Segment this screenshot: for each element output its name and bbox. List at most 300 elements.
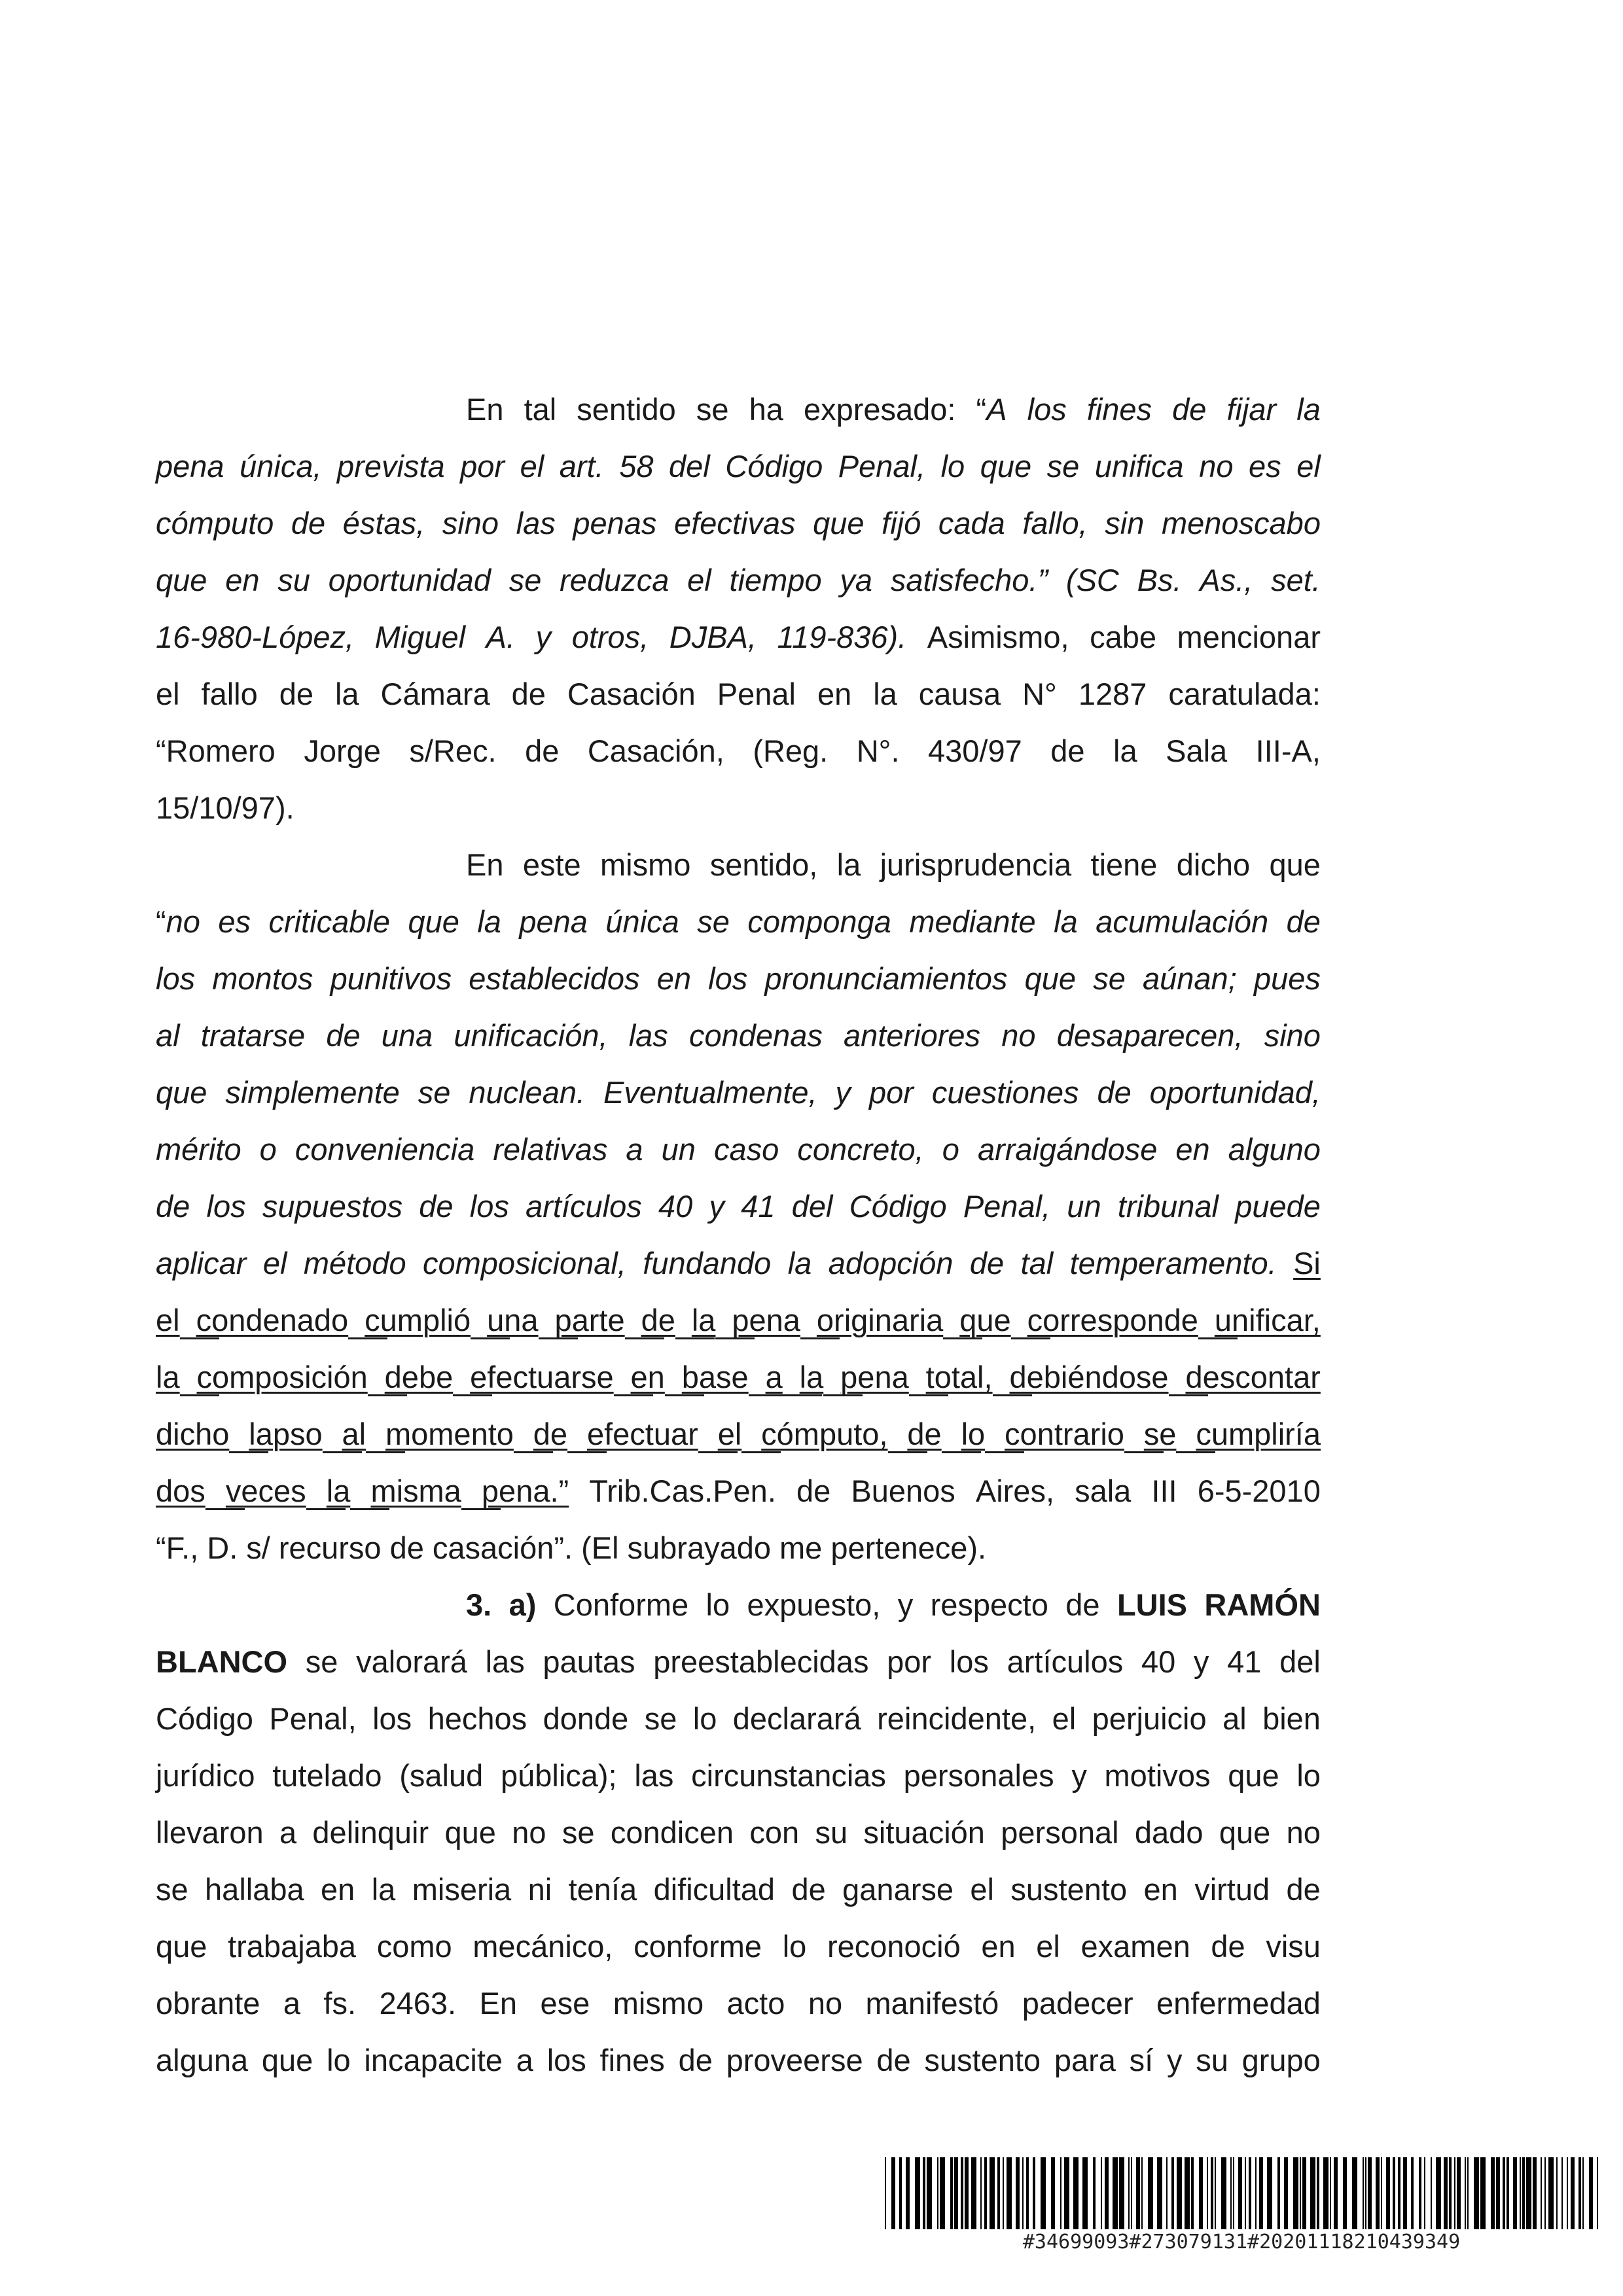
word: la	[1296, 392, 1321, 427]
barcode-bar	[1381, 2157, 1382, 2229]
barcode-bar	[1060, 2157, 1061, 2229]
word: tratarse	[200, 1018, 306, 1053]
word: adopción	[828, 1246, 954, 1280]
barcode-bar	[1177, 2157, 1182, 2229]
word: 15/10/97).	[156, 790, 294, 825]
text-line	[156, 1405, 1321, 1462]
word: en	[656, 961, 691, 996]
word: que	[156, 1075, 207, 1110]
word: jurídico	[156, 1758, 255, 1793]
word: a	[626, 1132, 643, 1167]
word: relativas	[493, 1132, 608, 1167]
word: D.	[207, 1530, 238, 1565]
word: unifica	[1094, 449, 1184, 484]
barcode-bar	[1211, 2157, 1213, 2229]
word: caso	[714, 1132, 779, 1167]
text-line	[156, 1007, 1321, 1064]
word: única	[605, 904, 679, 939]
barcode-bar	[1457, 2157, 1461, 2229]
word: efectuar	[587, 1405, 698, 1462]
barcode-bar	[1310, 2157, 1315, 2229]
word: y	[835, 1075, 851, 1110]
word: 119-836).	[777, 620, 907, 654]
text-line	[156, 1349, 1321, 1405]
word: enfermedad	[1156, 1986, 1321, 2021]
word: establecidos	[469, 961, 640, 996]
word: composición	[197, 1349, 368, 1405]
word: la	[787, 1246, 812, 1280]
word: Conforme	[553, 1587, 689, 1622]
word: condicen	[610, 1815, 734, 1850]
word: de	[1065, 1587, 1100, 1622]
word: preestablecidas	[653, 1644, 869, 1679]
word: mismo	[613, 1986, 704, 2021]
text-line	[156, 1121, 1321, 1178]
word: delinquir	[312, 1815, 429, 1850]
word: tiene	[1090, 847, 1158, 882]
word: tiempo	[729, 563, 822, 597]
barcode-bar	[990, 2157, 995, 2229]
word: LUIS	[1116, 1587, 1188, 1622]
word: ganarse	[842, 1872, 954, 1907]
barcode-bar	[1544, 2157, 1546, 2229]
word: acto	[726, 1986, 785, 2021]
word: donde	[543, 1701, 629, 1736]
word: En	[479, 1986, 518, 2021]
barcode-bar	[971, 2157, 976, 2229]
barcode-bar	[1302, 2157, 1306, 2229]
word: N°	[1022, 677, 1057, 711]
word: dicho	[1176, 847, 1251, 882]
word: artículos	[526, 1189, 642, 1224]
word: su	[815, 1815, 848, 1850]
barcode-bar	[1199, 2157, 1203, 2229]
barcode-bar	[1403, 2157, 1407, 2229]
barcode-bar	[885, 2157, 886, 2229]
word: lo	[782, 1929, 807, 1964]
word: de	[525, 733, 560, 768]
word: total,	[926, 1349, 993, 1405]
word: que	[261, 2043, 313, 2077]
word: jurisprudencia	[880, 847, 1072, 882]
barcode-bar	[1317, 2157, 1319, 2229]
word: veces	[226, 1462, 306, 1519]
word: aúnan;	[1143, 961, 1237, 996]
word: tribunal	[1117, 1189, 1219, 1224]
word: a	[766, 1349, 783, 1405]
word: reincidente,	[877, 1701, 1037, 1736]
barcode-bar	[954, 2157, 958, 2229]
barcode-bar	[980, 2157, 982, 2229]
word: la	[692, 1292, 716, 1349]
word: 430/97	[928, 733, 1022, 768]
word: y	[535, 620, 552, 654]
barcode-bar	[1064, 2157, 1069, 2229]
word: recurso	[278, 1530, 382, 1565]
word: ha	[749, 392, 783, 427]
word: anteriores	[844, 1018, 981, 1053]
barcode-bar	[1507, 2157, 1509, 2229]
word: base	[682, 1349, 749, 1405]
word: ese	[540, 1986, 590, 2021]
word: artículos	[1007, 1644, 1124, 1679]
word: sentido,	[709, 847, 818, 882]
word: lo	[961, 1405, 986, 1462]
word: de	[641, 1292, 675, 1349]
word: fijar	[1226, 392, 1277, 427]
word: sin	[1105, 506, 1145, 540]
barcode-bar	[1491, 2157, 1495, 2229]
word: perjuicio	[1092, 1701, 1207, 1736]
barcode-bar	[915, 2157, 920, 2229]
word: bien	[1262, 1701, 1321, 1736]
word: casación”.	[432, 1530, 573, 1565]
word: de	[678, 2043, 713, 2077]
text-line	[156, 1633, 1321, 1690]
barcode-bar	[1082, 2157, 1088, 2229]
word: Casación	[567, 677, 696, 711]
word: que	[1228, 1758, 1279, 1793]
word: Penal,	[269, 1701, 357, 1736]
word: el	[970, 1872, 995, 1907]
word: (SC	[1065, 563, 1119, 597]
word: pena	[156, 449, 224, 484]
barcode-bar	[1259, 2157, 1263, 2229]
word: de	[326, 1018, 361, 1053]
barcode-bar	[965, 2157, 969, 2229]
word: fallo,	[1022, 506, 1088, 540]
text-line	[156, 609, 1321, 665]
word: que	[959, 1292, 1010, 1349]
text-line	[156, 1690, 1321, 1747]
barcode-bar	[961, 2157, 963, 2229]
barcode-bar	[1398, 2157, 1400, 2229]
barcode-bar	[1113, 2157, 1118, 2229]
barcode-bar	[1171, 2157, 1174, 2229]
word: al	[342, 1405, 366, 1462]
barcode-bar	[1467, 2157, 1469, 2229]
word: sustento	[924, 2043, 1041, 2077]
barcode-bar	[1323, 2157, 1329, 2229]
word: una	[381, 1018, 433, 1053]
barcode-bar	[1293, 2157, 1298, 2229]
barcode-bar	[1589, 2157, 1593, 2229]
barcode-bar	[1238, 2157, 1242, 2229]
word: y	[1166, 2043, 1183, 2077]
word: A.	[486, 620, 516, 654]
text-line	[156, 893, 1321, 950]
word: puede	[1235, 1189, 1321, 1224]
word: única,	[240, 449, 322, 484]
word: lo	[692, 1701, 717, 1736]
word: que	[156, 563, 207, 597]
word: Aires,	[975, 1474, 1054, 1508]
barcode-bar	[1449, 2157, 1452, 2229]
word: con	[749, 1815, 800, 1850]
barcode-bar	[1578, 2157, 1581, 2229]
barcode-bar	[1131, 2157, 1132, 2229]
word: III-A,	[1255, 733, 1321, 768]
word: cabe	[1090, 620, 1156, 654]
word: (Reg.	[753, 733, 829, 768]
barcode-bar	[1022, 2157, 1024, 2229]
word: condenas	[689, 1018, 823, 1053]
barcode-bar	[1041, 2157, 1046, 2229]
word: fs.	[323, 1986, 357, 2021]
text-line	[156, 495, 1321, 552]
word: las	[634, 1758, 674, 1793]
word: Penal,	[838, 449, 926, 484]
word: que	[1219, 1815, 1271, 1850]
barcode-bar	[1003, 2157, 1004, 2229]
word: expuesto,	[747, 1587, 881, 1622]
word: efectivas	[674, 506, 796, 540]
barcode-bar	[1191, 2157, 1194, 2229]
word: el	[1296, 449, 1321, 484]
word: como	[376, 1929, 452, 1964]
barcode-bar	[1368, 2157, 1372, 2229]
barcode-bar	[1496, 2157, 1500, 2229]
word: hallaba	[205, 1872, 304, 1907]
text-line	[156, 381, 1321, 438]
word: cuestiones	[931, 1075, 1079, 1110]
barcode-bar	[1215, 2157, 1216, 2229]
word: a	[516, 2043, 533, 2077]
word: de	[1211, 1929, 1245, 1964]
barcode-bar	[1526, 2157, 1531, 2229]
barcode-bar	[1245, 2157, 1246, 2229]
word: al	[1222, 1701, 1247, 1736]
word: los	[156, 961, 196, 996]
word: y	[1193, 1644, 1209, 1679]
barcode-bar	[1016, 2157, 1020, 2229]
word: los	[546, 2043, 586, 2077]
word: éstas,	[342, 506, 425, 540]
word: criticable	[268, 904, 390, 939]
word: se	[1144, 1405, 1177, 1462]
word: sala	[1075, 1474, 1132, 1508]
barcode-bar	[906, 2157, 910, 2229]
word: misma	[370, 1462, 461, 1519]
barcode-bar	[937, 2157, 938, 2229]
word: en	[1143, 1872, 1178, 1907]
text-line	[156, 438, 1321, 495]
word: los	[372, 1701, 412, 1736]
word: las	[485, 1644, 525, 1679]
word: que	[1024, 961, 1077, 996]
word: 41	[741, 1189, 776, 1224]
text-line	[156, 1576, 1321, 1633]
word: concreto,	[797, 1132, 924, 1167]
barcode-bar	[1567, 2157, 1568, 2229]
word: En	[466, 847, 504, 882]
word: tal	[1020, 1246, 1054, 1280]
barcode-bar	[923, 2157, 925, 2229]
word: pena	[519, 904, 588, 939]
body-text	[156, 381, 1321, 2089]
word: este	[522, 847, 581, 882]
word: padecer	[1022, 1986, 1133, 2021]
text-line	[156, 836, 1321, 893]
word: caratulada:	[1168, 677, 1321, 711]
word: de	[533, 1405, 567, 1462]
word: me	[779, 1530, 823, 1565]
word: alguna	[156, 2043, 249, 2077]
word: unificar,	[1214, 1303, 1321, 1337]
word: fines	[1086, 392, 1152, 427]
word: tutelado	[272, 1758, 382, 1793]
text-line	[156, 950, 1321, 1007]
word: y	[709, 1189, 724, 1224]
word: “no	[156, 904, 200, 939]
text-line	[156, 1747, 1321, 1804]
word: en	[321, 1872, 355, 1907]
text-line	[156, 1519, 1321, 1576]
barcode-bar	[1119, 2157, 1124, 2229]
barcode-bar	[1541, 2157, 1542, 2229]
barcode-bar	[1465, 2157, 1466, 2229]
word: Penal	[717, 677, 796, 711]
word: ni	[527, 1872, 552, 1907]
word: fundando	[643, 1246, 772, 1280]
word: sino	[1264, 1018, 1321, 1053]
word: 2463.	[379, 1986, 457, 2021]
word: sí	[1129, 2043, 1154, 2077]
word: Código	[156, 1701, 253, 1736]
barcode-bar	[1073, 2157, 1079, 2229]
word: examen	[1080, 1929, 1190, 1964]
word: pautas	[543, 1644, 635, 1679]
word: se	[562, 1815, 595, 1850]
word: de	[1050, 733, 1085, 768]
barcode-bar	[1267, 2157, 1272, 2229]
word: de	[1286, 1872, 1321, 1907]
barcode-bar	[1128, 2157, 1130, 2229]
barcode-bar	[1503, 2157, 1505, 2229]
barcode-bar	[1136, 2157, 1140, 2229]
word: no	[808, 1986, 843, 2021]
word: prevista	[337, 449, 445, 484]
barcode-bar	[1454, 2157, 1455, 2229]
word: (salud	[399, 1758, 484, 1793]
word: por	[887, 1644, 932, 1679]
word: penas	[573, 506, 657, 540]
word: personal	[1001, 1815, 1119, 1850]
word: menoscabo	[1161, 506, 1321, 540]
word: de	[156, 1189, 190, 1224]
word: obrante	[156, 1986, 260, 2021]
barcode-bar	[1141, 2157, 1143, 2229]
word: por	[460, 449, 505, 484]
text-line	[156, 2032, 1321, 2089]
text-line	[156, 1975, 1321, 2032]
word: “A	[976, 392, 1007, 427]
word: mismo	[600, 847, 691, 882]
barcode-bar	[1411, 2157, 1414, 2229]
word: se	[696, 392, 729, 427]
word: de	[791, 1872, 826, 1907]
word: Miguel	[374, 620, 466, 654]
word: 40	[658, 1189, 693, 1224]
word: Buenos	[851, 1474, 955, 1508]
word: efectuarse	[470, 1349, 613, 1405]
word: Cámara	[380, 677, 490, 711]
text-line	[156, 1064, 1321, 1121]
barcode-bar	[940, 2157, 945, 2229]
word: arraigándose	[977, 1132, 1158, 1167]
word: 6-5-2010	[1197, 1474, 1321, 1508]
word: tal	[524, 392, 557, 427]
barcode-bar	[1522, 2157, 1525, 2229]
word: cómputo	[156, 506, 274, 540]
word: fines	[599, 2043, 665, 2077]
barcode-bar	[927, 2157, 932, 2229]
word: dos	[156, 1462, 205, 1519]
word: mediante	[909, 904, 1036, 939]
word: debiéndose	[1009, 1349, 1168, 1405]
barcode-bar	[1101, 2157, 1102, 2229]
word: debe	[385, 1349, 454, 1405]
word: motivos	[1104, 1758, 1211, 1793]
word: el	[262, 1246, 287, 1280]
barcode-bar	[1556, 2157, 1558, 2229]
barcode-bar	[1233, 2157, 1234, 2229]
word: circunstancias	[691, 1758, 886, 1793]
word: unificación,	[454, 1018, 608, 1053]
barcode-bar	[1330, 2157, 1331, 2229]
barcode-bar	[1474, 2157, 1479, 2229]
word: los	[708, 961, 748, 996]
word: de	[876, 2043, 911, 2077]
word: aplicar	[156, 1246, 247, 1280]
word: “Romero	[156, 733, 276, 768]
text-line	[156, 1235, 1321, 1292]
barcode-bar	[1033, 2157, 1035, 2229]
word: oportunidad,	[1149, 1075, 1321, 1110]
word: N°.	[856, 733, 900, 768]
barcode-bar	[1207, 2157, 1208, 2229]
word: la	[800, 1349, 824, 1405]
word: incapacite	[364, 2043, 503, 2077]
word: Asimismo,	[927, 620, 1069, 654]
word: la	[371, 1872, 396, 1907]
word: que	[813, 506, 865, 540]
word: DJBA,	[669, 620, 757, 654]
word: conveniencia	[294, 1132, 475, 1167]
word: subrayado	[627, 1530, 772, 1565]
barcode-bar	[1230, 2157, 1232, 2229]
word: virtud	[1194, 1872, 1270, 1907]
word: descontar	[1185, 1360, 1321, 1394]
word: que	[1269, 847, 1321, 882]
word: cada	[938, 506, 1005, 540]
word: los	[949, 1644, 989, 1679]
word: s/Rec.	[409, 733, 497, 768]
word: su	[1196, 2043, 1228, 2077]
word: por	[868, 1075, 914, 1110]
barcode-bar	[1166, 2157, 1168, 2229]
word: la	[836, 847, 861, 882]
text-line	[156, 1861, 1321, 1918]
word: satisfecho.”	[890, 563, 1048, 597]
word: la	[1113, 733, 1137, 768]
barcode-bar	[1255, 2157, 1257, 2229]
word: visu	[1266, 1929, 1321, 1964]
word: del	[669, 449, 710, 484]
word: simplemente	[225, 1075, 400, 1110]
word: supuestos	[262, 1189, 403, 1224]
word: el	[1052, 1701, 1077, 1736]
